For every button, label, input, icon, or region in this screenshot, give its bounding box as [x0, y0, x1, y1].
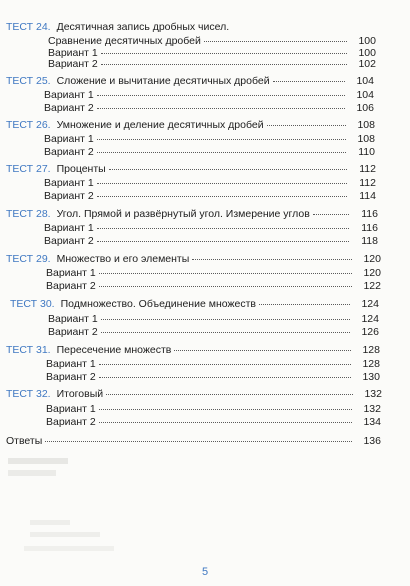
page-number: 118	[361, 235, 378, 247]
entry-title: Вариант 2	[48, 326, 98, 338]
dot-leader	[97, 139, 346, 140]
dot-leader	[101, 319, 350, 320]
dot-leader	[45, 441, 352, 442]
dot-leader	[192, 259, 352, 260]
page-number: 104	[356, 75, 374, 87]
page-number: 134	[363, 416, 381, 428]
toc-subentry	[44, 233, 378, 249]
test-number: ТЕСТ 28.	[6, 208, 51, 220]
entry-title: Пересечение множеств	[56, 344, 172, 356]
dot-leader	[273, 81, 345, 82]
page-number: 122	[363, 280, 381, 292]
dot-leader	[101, 332, 350, 333]
dot-leader	[97, 228, 349, 229]
test-number: ТЕСТ 30.	[10, 298, 55, 310]
toc-entry-test-32	[6, 386, 382, 402]
page-number: 116	[361, 208, 378, 220]
page-number: 128	[362, 344, 380, 356]
toc-subentry	[44, 100, 374, 116]
page-number: 124	[361, 298, 379, 310]
page-number: 108	[357, 133, 375, 145]
entry-title: Сравнение десятичных дробей	[48, 35, 201, 47]
entry-title: Вариант 2	[48, 58, 98, 70]
entry-title: Вариант 2	[44, 102, 94, 114]
toc-subentry	[44, 144, 375, 160]
page-number: 100	[358, 47, 376, 59]
dot-leader	[204, 41, 347, 42]
dot-leader	[174, 350, 351, 351]
page-number: 128	[362, 358, 380, 370]
toc-entry-test-30	[10, 296, 379, 312]
toc-subentry	[48, 56, 376, 72]
entry-title: Вариант 2	[44, 146, 94, 158]
entry-title: Вариант 2	[44, 190, 94, 202]
page-number: 116	[361, 222, 378, 234]
toc-subentry	[46, 278, 381, 294]
entry-title: Вариант 1	[48, 313, 98, 325]
toc-subentry	[48, 324, 379, 340]
dot-leader	[101, 53, 347, 54]
toc-subentry	[46, 369, 380, 385]
entry-title: Сложение и вычитание десятичных дробей	[56, 75, 270, 87]
page-number: 112	[359, 163, 376, 175]
entry-title: Десятичная запись дробных чисел.	[56, 21, 230, 33]
entry-title: Итоговый	[56, 388, 104, 400]
page-number: 100	[358, 35, 376, 47]
test-number: ТЕСТ 29.	[6, 253, 51, 265]
dot-leader	[99, 422, 352, 423]
entry-title: Проценты	[56, 163, 106, 175]
dot-leader	[99, 377, 351, 378]
entry-title: Вариант 2	[46, 280, 96, 292]
entry-title: Вариант 1	[44, 177, 94, 189]
entry-title: Вариант 1	[46, 358, 96, 370]
entry-title: Вариант 2	[46, 371, 96, 383]
entry-title: Вариант 1	[44, 222, 94, 234]
dot-leader	[109, 169, 347, 170]
page-number: 108	[357, 119, 375, 131]
dot-leader	[97, 152, 346, 153]
test-number: ТЕСТ 32.	[6, 388, 51, 400]
dot-leader	[313, 214, 349, 215]
dot-leader	[97, 108, 345, 109]
page-number: 132	[363, 403, 381, 415]
test-number: ТЕСТ 24.	[6, 21, 51, 33]
entry-title: Вариант 1	[44, 133, 94, 145]
test-number: ТЕСТ 31.	[6, 344, 51, 356]
page-number: 126	[361, 326, 379, 338]
dot-leader	[97, 95, 345, 96]
page-number: 120	[363, 253, 381, 265]
page-number: 114	[359, 190, 376, 202]
page-number: 104	[356, 89, 374, 101]
page-number: 124	[361, 313, 379, 325]
dot-leader	[99, 273, 352, 274]
entry-title: Подмножество. Объединение множеств	[60, 298, 256, 310]
entry-title: Множество и его элементы	[56, 253, 190, 265]
show-through-mark	[8, 458, 68, 464]
show-through-mark	[30, 532, 100, 537]
entry-title: Вариант 1	[46, 403, 96, 415]
entry-title: Вариант 1	[46, 267, 96, 279]
entry-title: Умножение и деление десятичных дробей	[56, 119, 264, 131]
toc-subentry	[46, 414, 381, 430]
show-through-mark	[24, 546, 114, 551]
page-number: 102	[358, 58, 376, 70]
page-number: 112	[359, 177, 376, 189]
dot-leader	[99, 364, 351, 365]
entry-title: Вариант 1	[44, 89, 94, 101]
entry-title: Угол. Прямой и развёрнутый угол. Измерение углов	[56, 208, 310, 220]
page-number: 120	[363, 267, 381, 279]
toc-entry-answers	[6, 433, 381, 449]
dot-leader	[101, 64, 347, 65]
test-number: ТЕСТ 25.	[6, 75, 51, 87]
dot-leader	[99, 286, 352, 287]
dot-leader	[97, 241, 349, 242]
dot-leader	[97, 196, 347, 197]
dot-leader	[97, 183, 347, 184]
entry-title: Вариант 2	[44, 235, 94, 247]
toc-subentry	[44, 188, 376, 204]
page-number: 136	[363, 435, 381, 447]
page-number: 130	[362, 371, 380, 383]
page-number: 106	[356, 102, 374, 114]
page-number: 132	[364, 388, 382, 400]
show-through-mark	[8, 470, 56, 476]
test-number: ТЕСТ 27.	[6, 163, 51, 175]
dot-leader	[267, 125, 346, 126]
test-number: ТЕСТ 26.	[6, 119, 51, 131]
entry-title: Ответы	[6, 435, 43, 447]
dot-leader	[259, 304, 350, 305]
dot-leader	[99, 409, 352, 410]
entry-title: Вариант 1	[48, 47, 98, 59]
show-through-mark	[30, 520, 70, 525]
page-number: 110	[358, 146, 375, 158]
page-footer-number: 5	[201, 566, 209, 578]
entry-title: Вариант 2	[46, 416, 96, 428]
dot-leader	[106, 394, 353, 395]
